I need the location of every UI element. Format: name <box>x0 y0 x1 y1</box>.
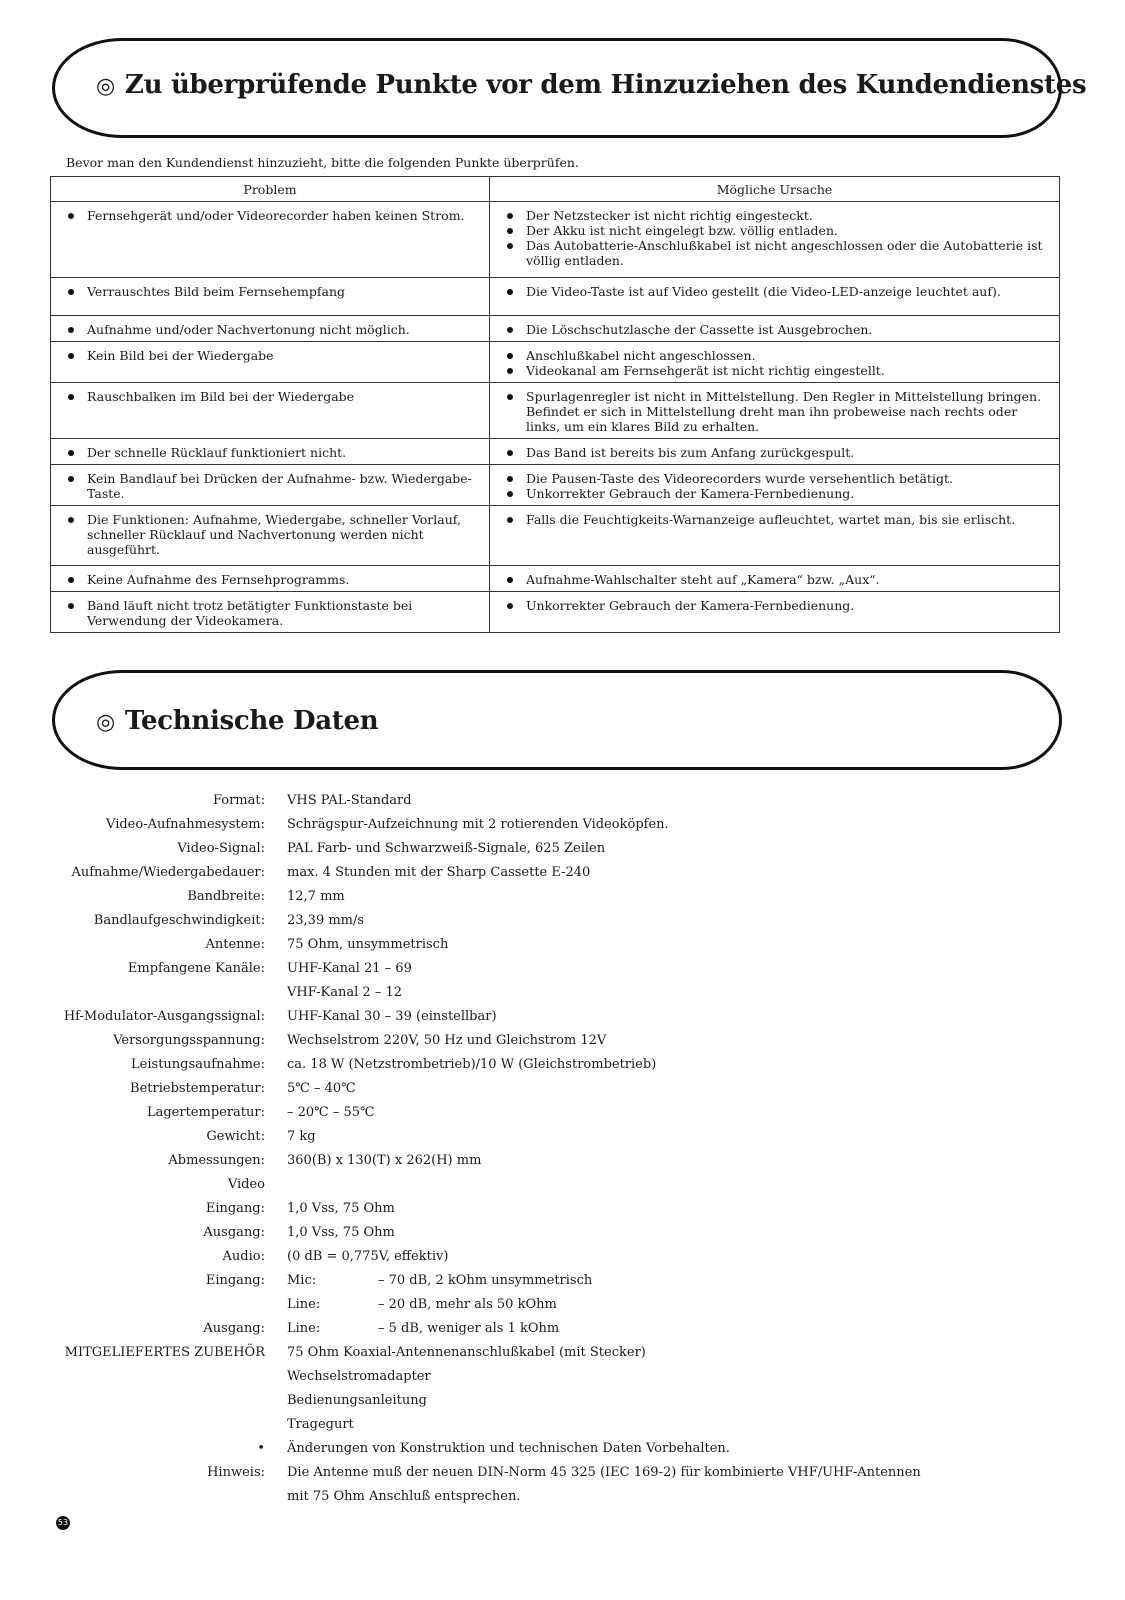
spec-value-detail: – 70 dB, 2 kOhm unsymmetrisch <box>378 1273 593 1288</box>
problem-cell <box>51 506 490 566</box>
spec-value: 7 kg <box>287 1129 316 1144</box>
spec-value-detail: – 20 dB, mehr als 50 kOhm <box>378 1297 557 1312</box>
spec-value: 5℃ – 40℃ <box>287 1081 356 1096</box>
header-problem: Problem <box>51 177 490 202</box>
problem-text: Kein Bild bei der Wiedergabe <box>65 348 479 363</box>
spec-value: – 20℃ – 55℃ <box>287 1105 375 1120</box>
troubleshooting-heading: Zu überprüfende Punkte vor dem Hinzuziehen des Kundendienstes <box>124 70 1087 100</box>
problem-text: Die Funktionen: Aufnahme, Wiedergabe, schneller Vorlauf, schneller Rücklauf und Nachvertonung werden nicht ausgeführt. <box>65 512 479 557</box>
problem-cell <box>51 592 490 633</box>
spec-label: Betriebstemperatur: <box>130 1081 265 1096</box>
cause-text: Die Video-Taste ist auf Video gestellt (die Video-LED-anzeige leuchtet auf). <box>504 284 1049 299</box>
spec-value: VHF-Kanal 2 – 12 <box>287 985 403 1000</box>
cause-text: Der Akku ist nicht eingelegt bzw. völlig entladen. <box>504 223 1049 238</box>
cause-cell <box>490 202 1060 278</box>
table-row <box>51 592 1060 633</box>
cause-text: Videokanal am Fernsehgerät ist nicht richtig eingestellt. <box>504 363 1049 378</box>
spec-label: Video <box>227 1177 265 1192</box>
spec-label: Ausgang: <box>203 1225 265 1240</box>
spec-value: 12,7 mm <box>287 889 345 904</box>
spec-value: 1,0 Vss, 75 Ohm <box>287 1225 395 1240</box>
cause-text: Das Autobatterie-Anschlußkabel ist nicht angeschlossen oder die Autobatterie ist völlig entladen. <box>504 238 1049 268</box>
spec-label: Empfangene Kanäle: <box>127 961 265 976</box>
cause-cell <box>490 383 1060 439</box>
problem-text: Keine Aufnahme des Fernsehprogramms. <box>65 572 479 587</box>
spec-label: Bandbreite: <box>187 889 265 904</box>
table-row <box>51 316 1060 342</box>
spec-value: 360(B) x 130(T) x 262(H) mm <box>287 1153 482 1168</box>
spec-value-detail: – 5 dB, weniger als 1 kOhm <box>378 1321 560 1336</box>
cause-cell <box>490 465 1060 506</box>
spec-label: Leistungsaufnahme: <box>131 1057 265 1072</box>
spec-label: Video-Signal: <box>177 841 265 856</box>
spec-label: Versorgungsspannung: <box>113 1033 265 1048</box>
spec-value: Line: <box>287 1297 321 1312</box>
intro-text: Bevor man den Kundendienst hinzuzieht, bitte die folgenden Punkte überprüfen. <box>66 155 579 170</box>
problem-cell <box>51 465 490 506</box>
cause-text: Anschlußkabel nicht angeschlossen. <box>504 348 1049 363</box>
problem-text: Kein Bandlauf bei Drücken der Aufnahme- bzw. Wiedergabe-Taste. <box>65 471 479 501</box>
problem-cell <box>51 439 490 465</box>
problem-cell <box>51 278 490 316</box>
spec-value: Wechselstrom 220V, 50 Hz und Gleichstrom 12V <box>287 1033 607 1048</box>
spec-value: VHS PAL-Standard <box>287 793 412 808</box>
table-row <box>51 278 1060 316</box>
spec-value: UHF-Kanal 30 – 39 (einstellbar) <box>287 1009 497 1024</box>
page-number: 53 <box>56 1516 70 1530</box>
spec-label: Video-Aufnahmesystem: <box>106 817 265 832</box>
cause-text: Unkorrekter Gebrauch der Kamera-Fernbedienung. <box>504 486 1049 501</box>
table-row <box>51 506 1060 566</box>
section-title-specs <box>96 706 378 736</box>
problem-cell <box>51 316 490 342</box>
spec-label: • <box>257 1441 265 1456</box>
spec-label: Lagertemperatur: <box>146 1105 265 1120</box>
spec-value: 75 Ohm, unsymmetrisch <box>287 937 449 952</box>
cause-cell <box>490 506 1060 566</box>
spec-value: Bedienungsanleitung <box>287 1393 427 1408</box>
cause-cell <box>490 592 1060 633</box>
cause-text: Aufnahme-Wahlschalter steht auf „Kamera“ bzw. „Aux“. <box>504 572 1049 587</box>
problem-text: Verrauschtes Bild beim Fernsehempfang <box>65 284 479 299</box>
cause-text: Spurlagenregler ist nicht in Mittelstellung. Den Regler in Mittelstellung bringen. Befindet er sich in Mittelstellung dreht man ihn probeweise nach rechts oder links, um ein klares Bild zu erhalten. <box>504 389 1049 434</box>
spec-value: Mic: <box>287 1273 317 1288</box>
spec-label: Gewicht: <box>206 1129 265 1144</box>
problem-cell <box>51 383 490 439</box>
problem-text: Rauschbalken im Bild bei der Wiedergabe <box>65 389 479 404</box>
spec-value: 23,39 mm/s <box>287 913 365 928</box>
cause-cell <box>490 342 1060 383</box>
double-circle-icon: ◎ <box>96 74 115 99</box>
spec-label: Bandlaufgeschwindigkeit: <box>93 913 265 928</box>
spec-value: Line: <box>287 1321 321 1336</box>
spec-label: Hinweis: <box>207 1465 265 1480</box>
spec-value: PAL Farb- und Schwarzweiß-Signale, 625 Zeilen <box>287 841 606 856</box>
table-row <box>51 465 1060 506</box>
cause-text: Die Pausen-Taste des Videorecorders wurde versehentlich betätigt. <box>504 471 1049 486</box>
spec-value: 75 Ohm Koaxial-Antennenanschlußkabel (mit Stecker) <box>287 1345 646 1360</box>
cause-cell <box>490 439 1060 465</box>
spec-value: Die Antenne muß der neuen DIN-Norm 45 325 (IEC 169-2) für kombinierte VHF/UHF-Antennen <box>287 1465 921 1480</box>
table-row <box>51 439 1060 465</box>
spec-value: mit 75 Ohm Anschluß entsprechen. <box>287 1489 521 1504</box>
cause-cell <box>490 316 1060 342</box>
cause-text: Die Löschschutzlasche der Cassette ist Ausgebrochen. <box>504 322 1049 337</box>
spec-label: Antenne: <box>205 937 265 952</box>
spec-label: Eingang: <box>205 1273 265 1288</box>
spec-label: Audio: <box>222 1249 265 1264</box>
problem-cell <box>51 342 490 383</box>
spec-value: (0 dB = 0,775V, effektiv) <box>287 1249 449 1264</box>
table-row <box>51 383 1060 439</box>
table-row <box>51 202 1060 278</box>
problem-text: Band läuft nicht trotz betätigter Funktionstaste bei Verwendung der Videokamera. <box>65 598 479 628</box>
cause-text: Falls die Feuchtigkeits-Warnanzeige aufleuchtet, wartet man, bis sie erlischt. <box>504 512 1049 527</box>
table-row <box>51 342 1060 383</box>
cause-text: Das Band ist bereits bis zum Anfang zurückgespult. <box>504 445 1049 460</box>
problem-text: Aufnahme und/oder Nachvertonung nicht möglich. <box>65 322 479 337</box>
troubleshooting-table <box>50 176 1060 633</box>
spec-value: 1,0 Vss, 75 Ohm <box>287 1201 395 1216</box>
problem-cell <box>51 202 490 278</box>
table-header-row <box>51 177 1060 202</box>
specs-heading: Technische Daten <box>124 706 379 736</box>
table-row <box>51 566 1060 592</box>
spec-value: UHF-Kanal 21 – 69 <box>287 961 412 976</box>
spec-value: ca. 18 W (Netzstrombetrieb)/10 W (Gleichstrombetrieb) <box>287 1057 657 1072</box>
spec-value: Schrägspur-Aufzeichnung mit 2 rotierenden Videoköpfen. <box>287 817 669 832</box>
problem-text: Der schnelle Rücklauf funktioniert nicht. <box>65 445 479 460</box>
problem-text: Fernsehgerät und/oder Videorecorder haben keinen Strom. <box>65 208 479 223</box>
spec-label: Format: <box>212 793 265 808</box>
problem-cell <box>51 566 490 592</box>
header-cause: Mögliche Ursache <box>490 177 1060 202</box>
spec-value: Änderungen von Konstruktion und technischen Daten Vorbehalten. <box>287 1441 730 1456</box>
spec-value: Wechselstromadapter <box>287 1369 431 1384</box>
cause-text: Unkorrekter Gebrauch der Kamera-Fernbedienung. <box>504 598 1049 613</box>
spec-label: Hf-Modulator-Ausgangssignal: <box>63 1009 265 1024</box>
spec-label: Ausgang: <box>203 1321 265 1336</box>
cause-cell <box>490 278 1060 316</box>
spec-value: max. 4 Stunden mit der Sharp Cassette E-240 <box>287 865 591 880</box>
spec-label: Aufnahme/Wiedergabedauer: <box>71 865 265 880</box>
section-title-troubleshooting <box>96 70 1086 100</box>
double-circle-icon: ◎ <box>96 710 115 735</box>
spec-label: MITGELIEFERTES ZUBEHÖR <box>64 1345 265 1360</box>
cause-cell <box>490 566 1060 592</box>
cause-text: Der Netzstecker ist nicht richtig eingesteckt. <box>504 208 1049 223</box>
spec-label: Abmessungen: <box>168 1153 265 1168</box>
spec-label: Eingang: <box>205 1201 265 1216</box>
spec-value: Tragegurt <box>287 1417 354 1432</box>
